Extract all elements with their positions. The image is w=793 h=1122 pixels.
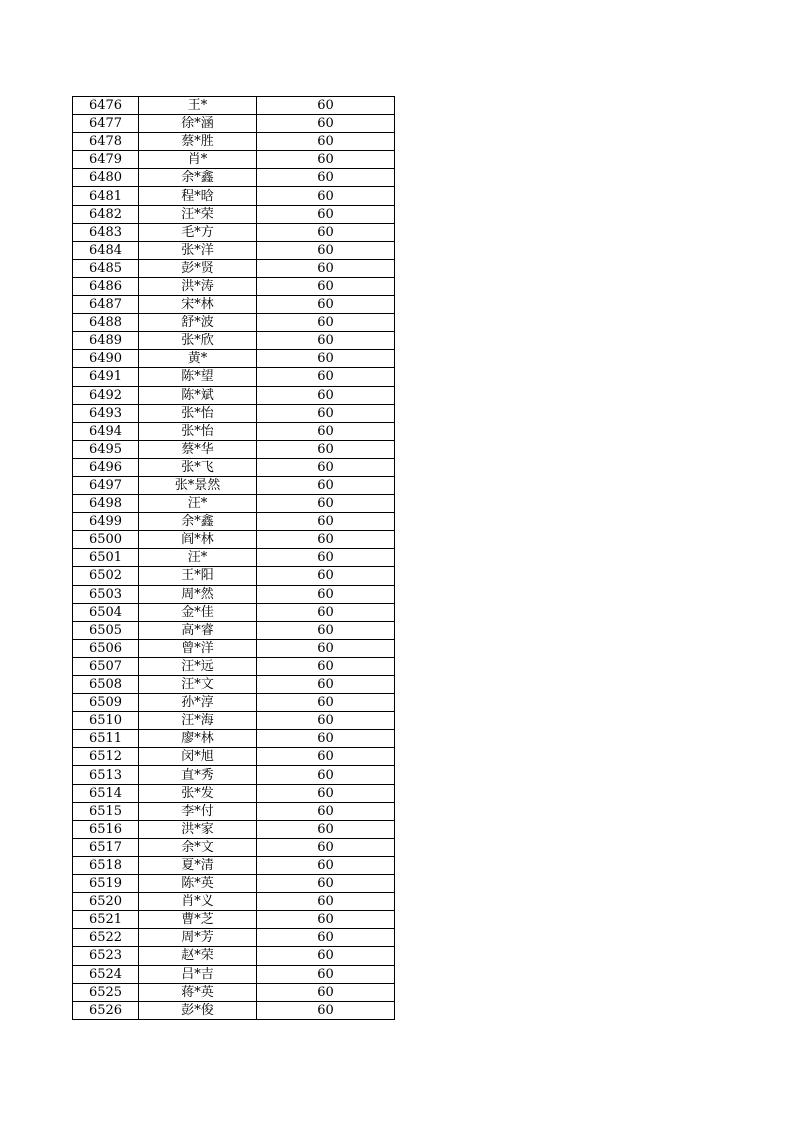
row-id-cell: 6502 xyxy=(73,567,139,585)
row-score-cell: 60 xyxy=(257,929,395,947)
row-score-cell: 60 xyxy=(257,241,395,259)
row-score-cell: 60 xyxy=(257,856,395,874)
table-row xyxy=(73,495,395,513)
table-row xyxy=(73,350,395,368)
row-id-cell: 6513 xyxy=(73,766,139,784)
row-id-cell: 6491 xyxy=(73,368,139,386)
row-name-cell: 张*怡 xyxy=(139,422,257,440)
row-score-cell: 60 xyxy=(257,802,395,820)
row-name-cell: 汪*远 xyxy=(139,657,257,675)
row-id-cell: 6485 xyxy=(73,259,139,277)
row-name-cell: 陈*英 xyxy=(139,875,257,893)
table-row xyxy=(73,603,395,621)
row-name-cell: 黄* xyxy=(139,350,257,368)
row-score-cell: 60 xyxy=(257,513,395,531)
row-name-cell: 高*睿 xyxy=(139,621,257,639)
row-id-cell: 6516 xyxy=(73,820,139,838)
row-id-cell: 6519 xyxy=(73,875,139,893)
row-name-cell: 吕*吉 xyxy=(139,965,257,983)
row-score-cell: 60 xyxy=(257,748,395,766)
row-score-cell: 60 xyxy=(257,621,395,639)
row-name-cell: 汪*文 xyxy=(139,676,257,694)
row-score-cell: 60 xyxy=(257,784,395,802)
row-id-cell: 6509 xyxy=(73,694,139,712)
row-name-cell: 肖*义 xyxy=(139,893,257,911)
row-id-cell: 6522 xyxy=(73,929,139,947)
table-row xyxy=(73,911,395,929)
row-score-cell: 60 xyxy=(257,332,395,350)
row-score-cell: 60 xyxy=(257,495,395,513)
table-row xyxy=(73,531,395,549)
row-id-cell: 6477 xyxy=(73,115,139,133)
row-id-cell: 6505 xyxy=(73,621,139,639)
row-name-cell: 王*阳 xyxy=(139,567,257,585)
row-score-cell: 60 xyxy=(257,531,395,549)
table-row xyxy=(73,223,395,241)
row-score-cell: 60 xyxy=(257,838,395,856)
row-name-cell: 徐*涵 xyxy=(139,115,257,133)
row-id-cell: 6500 xyxy=(73,531,139,549)
table-row xyxy=(73,169,395,187)
row-id-cell: 6506 xyxy=(73,639,139,657)
table-row xyxy=(73,657,395,675)
table-row xyxy=(73,549,395,567)
table-row xyxy=(73,730,395,748)
table-row xyxy=(73,1001,395,1019)
table-row xyxy=(73,241,395,259)
table-row xyxy=(73,368,395,386)
row-id-cell: 6501 xyxy=(73,549,139,567)
row-id-cell: 6495 xyxy=(73,440,139,458)
row-score-cell: 60 xyxy=(257,169,395,187)
row-score-cell: 60 xyxy=(257,151,395,169)
table-row xyxy=(73,205,395,223)
row-id-cell: 6490 xyxy=(73,350,139,368)
row-score-cell: 60 xyxy=(257,314,395,332)
row-name-cell: 余*文 xyxy=(139,838,257,856)
row-score-cell: 60 xyxy=(257,259,395,277)
row-name-cell: 张*洋 xyxy=(139,241,257,259)
row-id-cell: 6521 xyxy=(73,911,139,929)
row-name-cell: 廖*林 xyxy=(139,730,257,748)
row-id-cell: 6511 xyxy=(73,730,139,748)
row-name-cell: 张*欣 xyxy=(139,332,257,350)
row-score-cell: 60 xyxy=(257,585,395,603)
table-row xyxy=(73,585,395,603)
row-id-cell: 6510 xyxy=(73,712,139,730)
row-score-cell: 60 xyxy=(257,567,395,585)
row-id-cell: 6525 xyxy=(73,983,139,1001)
row-id-cell: 6523 xyxy=(73,947,139,965)
row-score-cell: 60 xyxy=(257,277,395,295)
row-score-cell: 60 xyxy=(257,549,395,567)
row-score-cell: 60 xyxy=(257,639,395,657)
row-name-cell: 直*秀 xyxy=(139,766,257,784)
table-row xyxy=(73,296,395,314)
row-score-cell: 60 xyxy=(257,187,395,205)
table-row xyxy=(73,621,395,639)
table-row xyxy=(73,513,395,531)
row-name-cell: 李*付 xyxy=(139,802,257,820)
row-name-cell: 舒*波 xyxy=(139,314,257,332)
row-name-cell: 汪* xyxy=(139,495,257,513)
row-name-cell: 余*鑫 xyxy=(139,513,257,531)
row-id-cell: 6476 xyxy=(73,97,139,115)
row-name-cell: 曾*洋 xyxy=(139,639,257,657)
row-id-cell: 6517 xyxy=(73,838,139,856)
row-name-cell: 肖* xyxy=(139,151,257,169)
row-name-cell: 孙*淳 xyxy=(139,694,257,712)
row-score-cell: 60 xyxy=(257,458,395,476)
table-row xyxy=(73,838,395,856)
row-id-cell: 6515 xyxy=(73,802,139,820)
table-row xyxy=(73,151,395,169)
row-score-cell: 60 xyxy=(257,223,395,241)
row-id-cell: 6498 xyxy=(73,495,139,513)
row-id-cell: 6487 xyxy=(73,296,139,314)
row-id-cell: 6518 xyxy=(73,856,139,874)
row-score-cell: 60 xyxy=(257,440,395,458)
table-row xyxy=(73,476,395,494)
table-row xyxy=(73,676,395,694)
row-score-cell: 60 xyxy=(257,97,395,115)
table-row xyxy=(73,458,395,476)
row-name-cell: 陈*望 xyxy=(139,368,257,386)
row-score-cell: 60 xyxy=(257,893,395,911)
row-score-cell: 60 xyxy=(257,875,395,893)
row-id-cell: 6483 xyxy=(73,223,139,241)
row-score-cell: 60 xyxy=(257,386,395,404)
row-name-cell: 余*鑫 xyxy=(139,169,257,187)
row-name-cell: 曹*芝 xyxy=(139,911,257,929)
row-id-cell: 6489 xyxy=(73,332,139,350)
row-name-cell: 金*佳 xyxy=(139,603,257,621)
table-row xyxy=(73,748,395,766)
table-row xyxy=(73,115,395,133)
table-row xyxy=(73,784,395,802)
table-row xyxy=(73,133,395,151)
table-row xyxy=(73,965,395,983)
table-row xyxy=(73,712,395,730)
row-name-cell: 张*发 xyxy=(139,784,257,802)
table-row xyxy=(73,277,395,295)
row-score-cell: 60 xyxy=(257,296,395,314)
row-score-cell: 60 xyxy=(257,730,395,748)
row-score-cell: 60 xyxy=(257,983,395,1001)
row-id-cell: 6479 xyxy=(73,151,139,169)
row-name-cell: 夏*清 xyxy=(139,856,257,874)
table-row xyxy=(73,314,395,332)
row-score-cell: 60 xyxy=(257,205,395,223)
table-row xyxy=(73,893,395,911)
row-score-cell: 60 xyxy=(257,947,395,965)
row-name-cell: 汪*海 xyxy=(139,712,257,730)
row-name-cell: 程*晗 xyxy=(139,187,257,205)
table-row xyxy=(73,97,395,115)
row-name-cell: 蔡*胜 xyxy=(139,133,257,151)
row-score-cell: 60 xyxy=(257,676,395,694)
row-score-cell: 60 xyxy=(257,422,395,440)
table-row xyxy=(73,259,395,277)
row-id-cell: 6512 xyxy=(73,748,139,766)
table-row xyxy=(73,567,395,585)
row-id-cell: 6507 xyxy=(73,657,139,675)
row-name-cell: 宋*林 xyxy=(139,296,257,314)
score-table xyxy=(72,96,395,1020)
row-name-cell: 赵*荣 xyxy=(139,947,257,965)
row-name-cell: 汪* xyxy=(139,549,257,567)
row-score-cell: 60 xyxy=(257,766,395,784)
table-row xyxy=(73,875,395,893)
row-id-cell: 6478 xyxy=(73,133,139,151)
row-name-cell: 蔡*华 xyxy=(139,440,257,458)
row-score-cell: 60 xyxy=(257,712,395,730)
row-id-cell: 6492 xyxy=(73,386,139,404)
row-name-cell: 周*然 xyxy=(139,585,257,603)
row-name-cell: 彭*贤 xyxy=(139,259,257,277)
table-row xyxy=(73,386,395,404)
table-row xyxy=(73,332,395,350)
row-id-cell: 6524 xyxy=(73,965,139,983)
row-id-cell: 6503 xyxy=(73,585,139,603)
row-score-cell: 60 xyxy=(257,657,395,675)
row-name-cell: 洪*涛 xyxy=(139,277,257,295)
row-name-cell: 毛*方 xyxy=(139,223,257,241)
table-row xyxy=(73,820,395,838)
row-id-cell: 6499 xyxy=(73,513,139,531)
row-name-cell: 闵*旭 xyxy=(139,748,257,766)
row-score-cell: 60 xyxy=(257,350,395,368)
row-name-cell: 蒋*英 xyxy=(139,983,257,1001)
table-row xyxy=(73,187,395,205)
table-row xyxy=(73,694,395,712)
row-name-cell: 陈*斌 xyxy=(139,386,257,404)
table-row xyxy=(73,766,395,784)
row-id-cell: 6520 xyxy=(73,893,139,911)
row-id-cell: 6482 xyxy=(73,205,139,223)
row-id-cell: 6494 xyxy=(73,422,139,440)
row-name-cell: 张*飞 xyxy=(139,458,257,476)
table-row xyxy=(73,856,395,874)
row-score-cell: 60 xyxy=(257,1001,395,1019)
row-id-cell: 6480 xyxy=(73,169,139,187)
row-id-cell: 6488 xyxy=(73,314,139,332)
row-score-cell: 60 xyxy=(257,965,395,983)
table-row xyxy=(73,440,395,458)
table-row xyxy=(73,929,395,947)
row-score-cell: 60 xyxy=(257,476,395,494)
table-row xyxy=(73,802,395,820)
row-score-cell: 60 xyxy=(257,133,395,151)
row-score-cell: 60 xyxy=(257,911,395,929)
row-score-cell: 60 xyxy=(257,404,395,422)
row-id-cell: 6486 xyxy=(73,277,139,295)
row-id-cell: 6514 xyxy=(73,784,139,802)
row-score-cell: 60 xyxy=(257,368,395,386)
row-score-cell: 60 xyxy=(257,115,395,133)
row-score-cell: 60 xyxy=(257,603,395,621)
row-score-cell: 60 xyxy=(257,820,395,838)
row-score-cell: 60 xyxy=(257,694,395,712)
row-name-cell: 汪*荣 xyxy=(139,205,257,223)
row-name-cell: 彭*俊 xyxy=(139,1001,257,1019)
row-name-cell: 王* xyxy=(139,97,257,115)
row-name-cell: 洪*家 xyxy=(139,820,257,838)
row-name-cell: 张*怡 xyxy=(139,404,257,422)
table-row xyxy=(73,422,395,440)
row-name-cell: 阎*林 xyxy=(139,531,257,549)
table-row xyxy=(73,947,395,965)
row-id-cell: 6484 xyxy=(73,241,139,259)
table-row xyxy=(73,983,395,1001)
row-id-cell: 6497 xyxy=(73,476,139,494)
row-id-cell: 6481 xyxy=(73,187,139,205)
row-id-cell: 6508 xyxy=(73,676,139,694)
table-row xyxy=(73,404,395,422)
table-row xyxy=(73,639,395,657)
row-id-cell: 6504 xyxy=(73,603,139,621)
row-name-cell: 张*景然 xyxy=(139,476,257,494)
row-id-cell: 6493 xyxy=(73,404,139,422)
row-id-cell: 6496 xyxy=(73,458,139,476)
row-id-cell: 6526 xyxy=(73,1001,139,1019)
row-name-cell: 周*芳 xyxy=(139,929,257,947)
score-table-body xyxy=(73,97,395,1020)
